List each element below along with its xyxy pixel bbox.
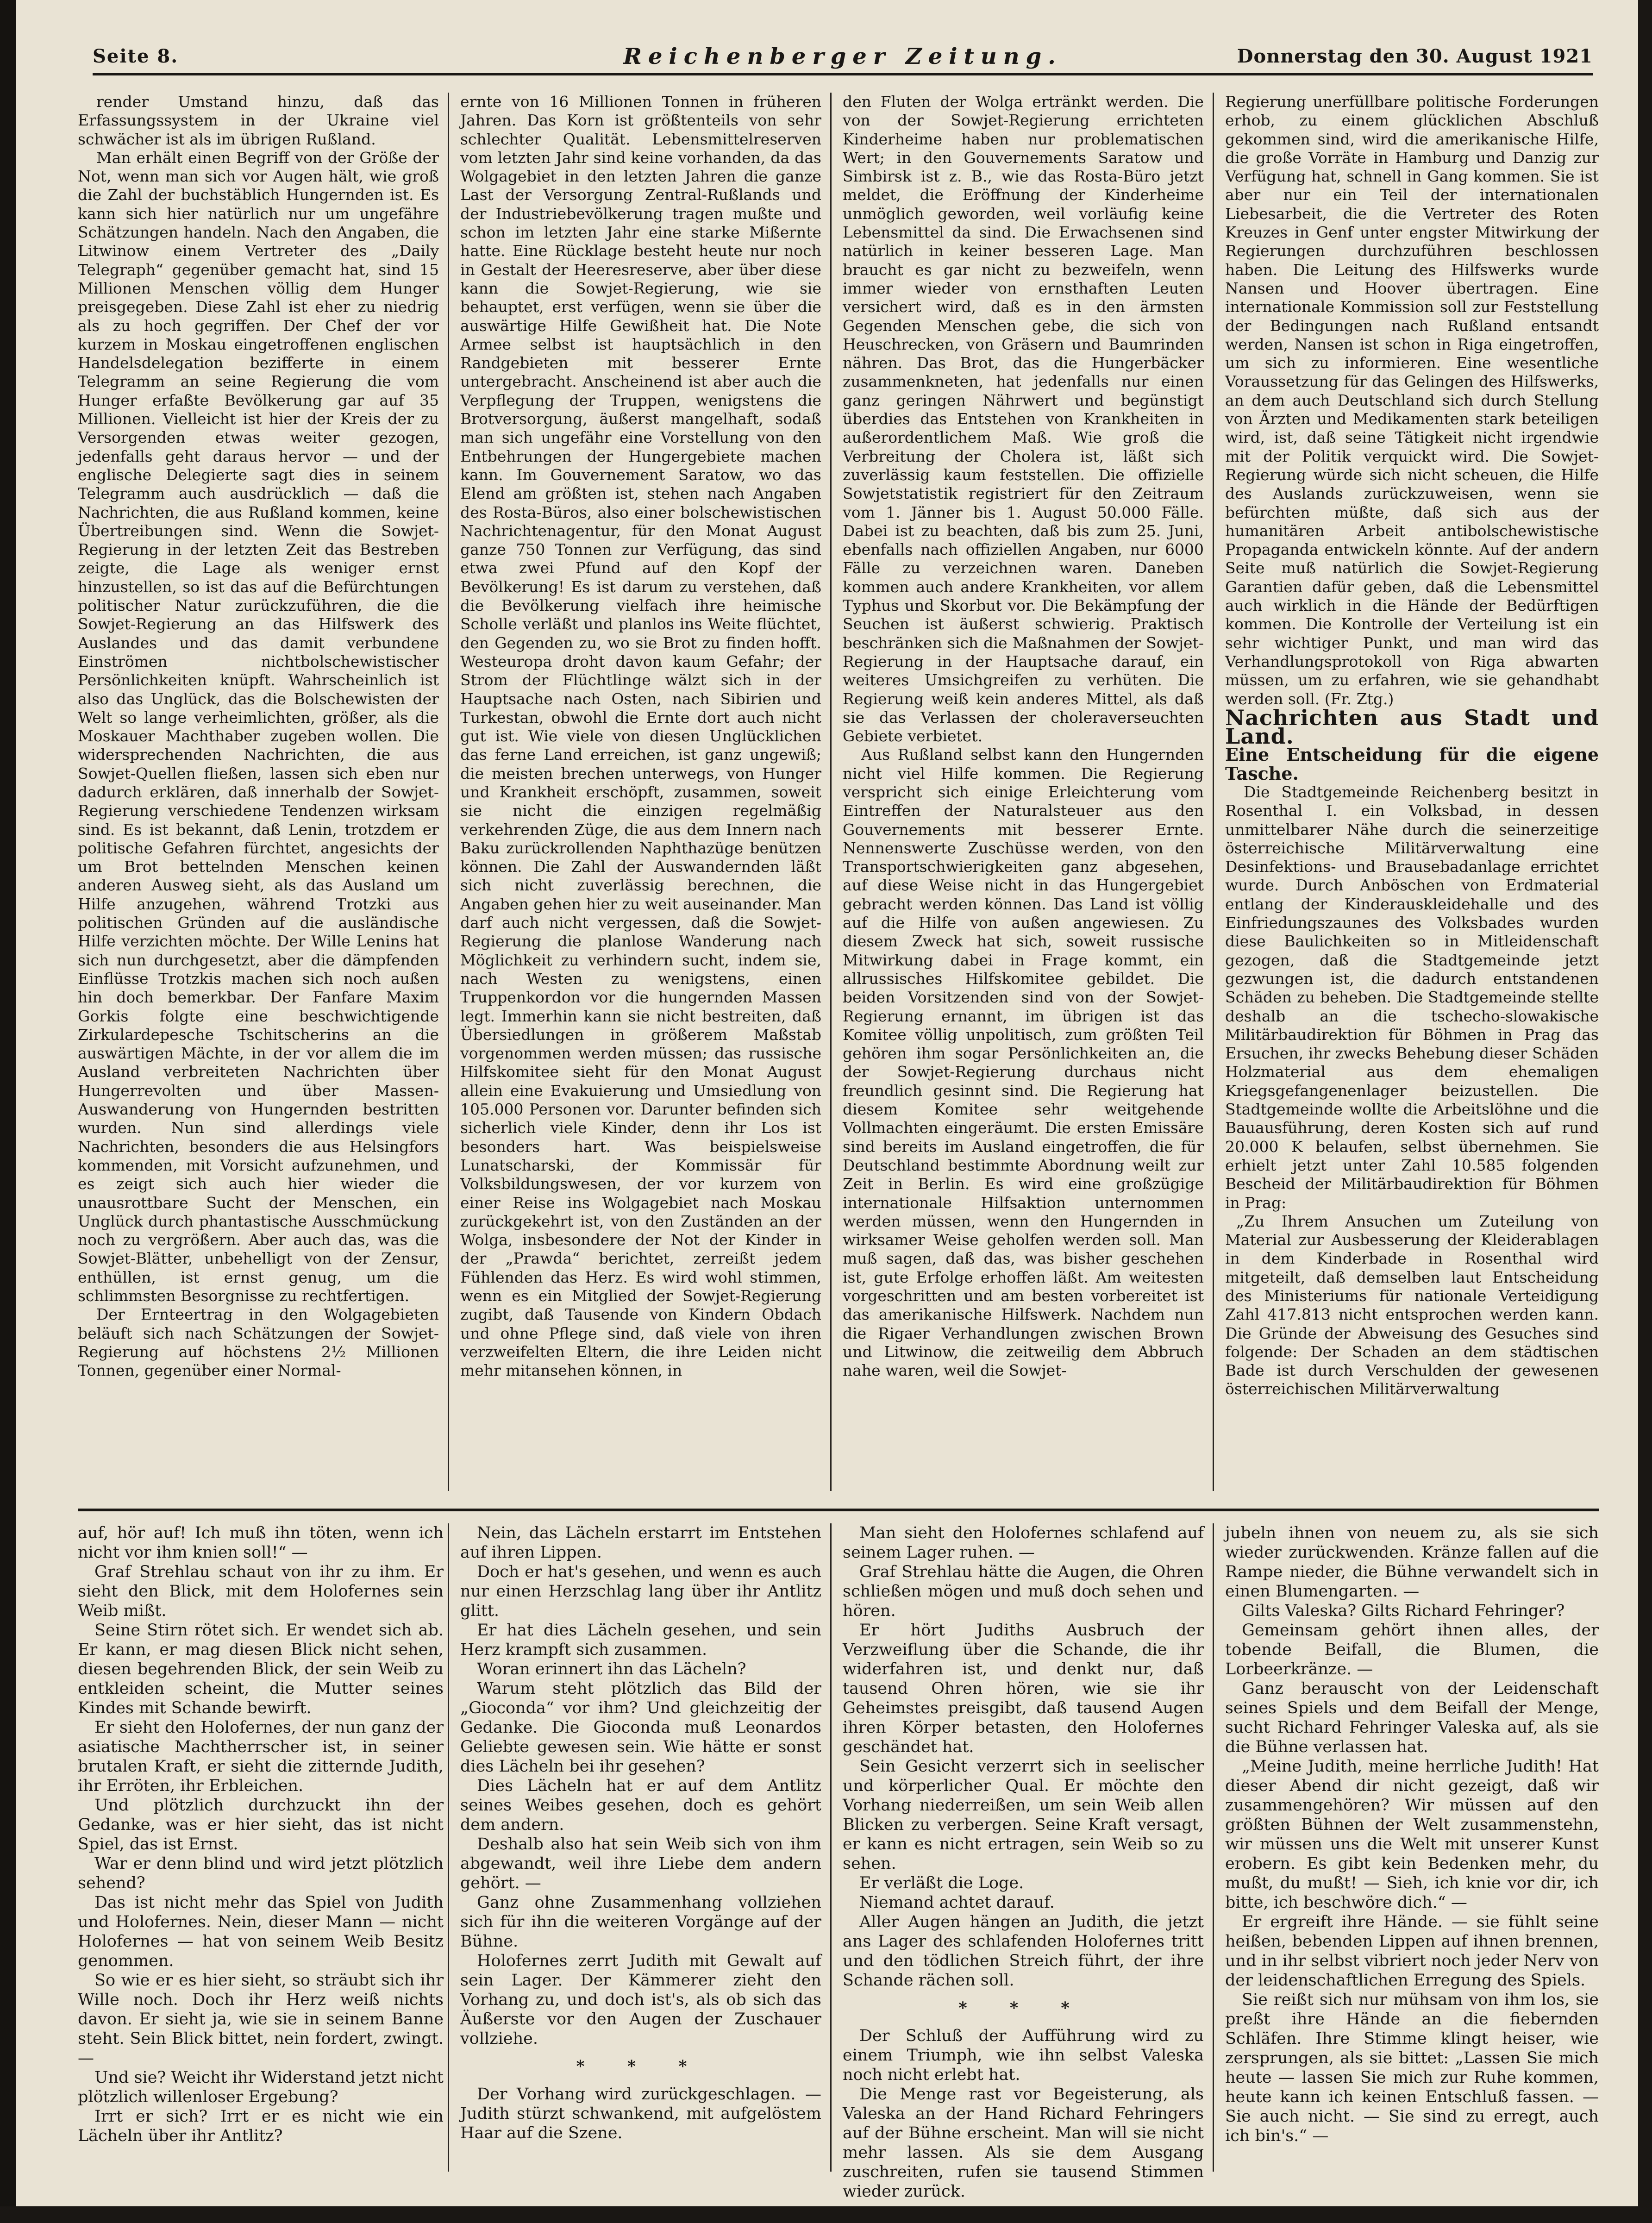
paragraph: Graf Strehlau hätte die Augen, die Ohren schließen mögen und muß doch sehen und hören. bbox=[843, 1563, 1204, 1620]
paragraph: Graf Strehlau schaut von ihr zu ihm. Er sieht den Blick, mit dem Holofernes sein Weib mißt. bbox=[78, 1563, 444, 1620]
paragraph: Und sie? Weicht ihr Widerstand jetzt nicht plötzlich willenloser Ergebung? bbox=[78, 2068, 444, 2106]
scan-border-left bbox=[0, 0, 16, 2223]
scan-border-right bbox=[1638, 0, 1652, 2223]
paragraph: Er ergreift ihre Hände. — sie fühlt seine heißen, bebenden Lippen auf ihnen brennen, und in ihr selbst vibriert noch jeder Nerv von der leidenschaftlichen Erregung des Spiels. bbox=[1225, 1913, 1599, 1990]
paragraph: Man sieht den Holofernes schlafend auf seinem Lager ruhen. — bbox=[843, 1524, 1204, 1562]
paragraph: Dies Lächeln hat er auf dem Antlitz seines Weibes gesehen, doch es gehört dem andern. bbox=[460, 1777, 821, 1834]
paragraph: Gilts Valeska? Gilts Richard Fehringer? bbox=[1242, 1602, 1565, 1620]
article-russian-famine bbox=[78, 93, 1599, 1491]
paragraph: jubeln ihnen von neuem zu, als sie sich wieder zurückwenden. Kränze fallen auf die Rampe nieder, die Bühne verwandelt sich in einen Blumengarten. — bbox=[1225, 1524, 1599, 1601]
paragraph: den Fluten der Wolga ertränkt werden. Die von der Sowjet-Regierung errichteten Kinderheime haben nur problematischen Wert; in den Gouvernements Saratow und Simbirsk ist z. B., wie das Rosta-Büro jetzt meldet, die Eröffnung der Kinderheime unmöglich geworden, weil vorläufig keine Lebensmittel da sind. Die Erwachsenen sind natürlich in keiner besseren Lage. Man braucht es gar nicht zu bezweifeln, wenn immer wieder von ernsthaften Leuten versichert wird, daß es in den ärmsten Gegenden Menschen gebe, die sich von Heuschrecken, von Gräsern und Baumrinden nähren. Das Brot, das die Hungerbäcker zusammenkneten, hat jedenfalls nur einen ganz geringen Nährwert und begünstigt überdies das Entstehen von Krankheiten in außerordentlichem Maß. Wie groß die Verbreitung der Cholera ist, läßt sich zuverlässig kaum feststellen. Die offizielle Sowjetstatistik registriert für den Zeitraum vom 1. Jänner bis 1. August 50.000 Fälle. Dabei ist zu beachten, daß bis zum 25. Juni, ebenfalls nach offiziellen Angaben, nur 6000 Fälle zu verzeichnen waren. Daneben kommen auch andere Krankheiten, vor allem Typhus und Skorbut vor. Die Bekämpfung der Seuchen ist äußerst schwierig. Praktisch beschränken sich die Maßnahmen der Sowjet-Regierung in der Hauptsache darauf, ein weiteres Umsichgreifen zu verhüten. Die Regierung weiß kein anderes Mittel, als daß sie das Verlassen der choleraverseuchten Gebiete verbietet. bbox=[843, 93, 1204, 745]
paragraph: War er denn blind und wird jetzt plötzlich sehend? bbox=[78, 1854, 444, 1892]
novel-column-1 bbox=[78, 1523, 444, 2172]
paragraph: Seine Stirn rötet sich. Er wendet sich ab. Er kann, er mag diesen Blick nicht sehen, diesen begehrenden Blick, der sein Weib zu entkleiden scheint, die Mutter seines Kindes mit Schande bewirft. bbox=[78, 1621, 444, 1717]
paragraph: Die Stadtgemeinde Reichenberg besitzt in Rosenthal I. ein Volksbad, in dessen unmittelbarer Nähe durch die seinerzeitige österreichische Militärverwaltung eine Desinfektions- und Brausebadanlage errichtet wurde. Durch Anböschen von Erdmaterial entlang der Kinderauskleidehalle und des Einfriedungszaunes des Volksbades wurden diese Baulichkeiten so in Mitleidenschaft gezogen, daß die Stadtgemeinde jetzt gezwungen ist, die dadurch entstandenen Schäden zu beheben. Die Stadtgemeinde stellte deshalb an die tschecho-slowakische Militärbaudirektion für Böhmen in Prag das Ersuchen, ihr zwecks Behebung dieser Schäden Holzmaterial aus dem ehemaligen Kriegsgefangenenlager beizustellen. Die Stadtgemeinde wollte die Arbeitslöhne und die Bauausführung, deren Kosten sich auf rund 20.000 K belaufen, selbst übernehmen. Sie erhielt jetzt unter Zahl 10.585 folgenden Bescheid der Militärbaudirektion für Böhmen in Prag: bbox=[1225, 783, 1599, 1212]
feuilleton-divider bbox=[78, 1509, 1599, 1511]
paragraph: Das ist nicht mehr das Spiel von Judith und Holofernes. Nein, dieser Mann — nicht Holofernes — hat von seinem Weib Besitz genommen. bbox=[78, 1893, 444, 1970]
paragraph: Er verläßt die Loge. bbox=[859, 1874, 1024, 1892]
paragraph: Warum steht plötzlich das Bild der „Gioconda“ vor ihm? Und gleichzeitig der Gedanke. Die Gioconda muß Leonardos Geliebte gewesen sein. Wie hätte er sonst dies Lächeln bei ihr gesehen? bbox=[460, 1679, 821, 1776]
paragraph: Man erhält einen Begriff von der Größe der Not, wenn man sich vor Augen hält, wie groß die Zahl der buchstäblich Hungernden ist. Es kann sich hier natürlich nur um ungefähre Schätzungen handeln. Nach den Angaben, die Litwinow einem Vertreter des „Daily Telegraph“ gegenüber gemacht hat, sind 15 Millionen Menschen völlig dem Hunger preisgegeben. Diese Zahl ist eher zu niedrig als zu hoch gegriffen. Der Chef der vor kurzem in Moskau eingetroffenen englischen Handelsdelegation bezifferte in einem Telegramm an seine Regierung die vom Hunger erfaßte Bevölkerung gar auf 35 Millionen. Vielleicht ist hier der Kreis der zu Versorgenden etwas weiter gezogen, jedenfalls geht daraus hervor — und der englische Delegierte sagt dies in seinem Telegramm auch ausdrücklich — daß die Nachrichten, die aus Rußland kommen, keine Übertreibungen sind. Wenn die Sowjet-Regierung in der letzten Zeit das Bestreben zeigte, die Lage als weniger ernst hinzustellen, so ist das auf die Befürchtungen politischer Natur zurückzuführen, die die Sowjet-Regierung an das Hilfswerk des Auslandes und das damit verbundene Einströmen nichtbolschewistischer Persönlichkeiten knüpft. Wahrscheinlich ist also das Unglück, das die Bolschewisten der Welt so lange verheimlichten, größer, als die Moskauer Machthaber zugeben wollen. Die widersprechenden Nachrichten, die aus Sowjet-Quellen fließen, lassen sich eben nur dadurch erklären, daß innerhalb der Sowjet-Regierung verschiedene Tendenzen wirksam sind. Es ist bekannt, daß Lenin, trotzdem er politische Gefahren fürchtet, angesichts der um Brot bettelnden Menschen keinen anderen Ausweg sieht, als das Ausland um Hilfe anzugehen, während Trotzki aus politischen Gründen auf die ausländische Hilfe verzichten möchte. Der Wille Lenins hat sich nun durchgesetzt, aber die dämpfenden Einflüsse Trotzkis machen sich noch außen hin doch bemerkbar. Der Fanfare Maxim Gorkis folgte eine beschwichtigende Zirkulardepesche Tschitscherins an die auswärtigen Mächte, in der vor allem die im Ausland verbreiteten Nachrichten über Hungerrevolten und über Massen-Auswanderung von Hungernden bestritten wurden. Nun sind allerdings viele Nachrichten, besonders die aus Helsingfors kommenden, mit Vorsicht aufzunehmen, und es zeigt sich auch hier wieder die unausrottbare Sucht der Menschen, ein Unglück durch phantastische Ausschmückung noch zu vergrößern. Aber auch das, was die Sowjet-Blätter, unbehelligt von der Zensur, enthüllen, ist ernst genug, um die schlimmsten Besorgnisse zu rechtfertigen. bbox=[78, 148, 439, 1305]
paragraph: Der Vorhang wird zurückgeschlagen. — Judith stürzt schwankend, mit aufgelöstem Haar auf die Szene. bbox=[460, 2085, 821, 2142]
novel-column-2 bbox=[460, 1523, 821, 2172]
paragraph: Regierung unerfüllbare politische Forderungen erhob, zu einem glücklichen Abschluß gekommen sind, wird die amerikanische Hilfe, die große Vorräte in Hamburg und Danzig zur Verfügung hat, schnell in Gang kommen. Sie ist aber nur ein Teil der internationalen Liebesarbeit, die die Vertreter des Roten Kreuzes in Genf unter engster Mitwirkung der Regierungen durchzuführen beschlossen haben. Die Leitung des Hilfswerks wurde Nansen und Hoover übertragen. Eine internationale Kommission soll zur Feststellung der Bedingungen nach Rußland entsandt werden, Nansen ist schon in Riga eingetroffen, um sich zu informieren. Eine wesentliche Voraussetzung für das Gelingen des Hilfswerks, an dem auch Deutschland sich durch Stellung von Ärzten und Medikamenten stark beteiligen wird, ist, daß seine Tätigkeit nicht irgendwie mit der Politik verquickt wird. Die Sowjet-Regierung würde sich nicht scheuen, die Hilfe des Auslands zurückzuweisen, wenn sie befürchten müßte, daß sich aus der humanitären Arbeit antibolschewistische Propaganda entwickeln könnte. Auf der andern Seite muß natürlich die Sowjet-Regierung Garantien dafür geben, daß die Lebensmittel auch wirklich in die Hände der Bedürftigen kommen. Die Kontrolle der Verteilung ist ein sehr wichtiger Punkt, und man wird das Verhandlungsprotokoll von Riga abwarten müssen, um zu erfahren, wie sie gehandhabt werden soll. (Fr. Ztg.) bbox=[1225, 93, 1599, 708]
paragraph: Deshalb also hat sein Weib sich von ihm abgewandt, weil ihre Liebe dem andern gehört. — bbox=[460, 1835, 821, 1892]
paragraph: Er hört Judiths Ausbruch der Verzweiflung über die Schande, die ihr widerfahren ist, und denkt nur, daß tausend Ohren hören, wie sie ihr Geheimstes preisgibt, daß tausend Augen ihren Körper betasten, den Holofernes geschändet hat. bbox=[843, 1621, 1204, 1756]
paragraph: ernte von 16 Millionen Tonnen in früheren Jahren. Das Korn ist größtenteils von sehr schlechter Qualität. Lebensmittelreserven vom letzten Jahr sind keine vorhanden, da das Wolgagebiet in den letzten Jahren die ganze Last der Versorgung Zentral-Rußlands und der Industriebevölkerung tragen mußte und schon im letzten Jahr eine starke Mißernte hatte. Eine Rücklage besteht heute nur noch in Gestalt der Heeresreserve, aber über diese kann die Sowjet-Regierung, wie sie behauptet, erst verfügen, wenn sie über die auswärtige Hilfe Gewißheit hat. Die Note Armee selbst ist hauptsächlich in den Randgebieten mit besserer Ernte untergebracht. Anscheinend ist aber auch die Verpflegung der Truppen, wenigstens die Brotversorgung, äußerst mangelhaft, sodaß man sich ungefähr eine Vorstellung von den Entbehrungen der Hungergebiete machen kann. Im Gouvernement Saratow, wo das Elend am größten ist, stehen nach Angaben des Rosta-Büros, also einer bolschewistischen Nachrichtenagentur, für den Monat August ganze 750 Tonnen zur Verfügung, das sind etwa zwei Pfund auf den Kopf der Bevölkerung! Es ist darum zu verstehen, daß die Bevölkerung vielfach ihre heimische Scholle verläßt und planlos ins Weite flüchtet, den Gegenden zu, wo sie Brot zu finden hofft. Westeuropa droht davon kaum Gefahr; der Strom der Flüchtlinge wälzt sich in der Hauptsache nach Osten, nach Sibirien und Turkestan, obwohl die Ernte dort auch nicht gut ist. Wie viele von diesen Unglücklichen das ferne Land erreichen, ist ganz ungewiß; die meisten brechen unterwegs, von Hunger und Krankheit erschöpft, zusammen, soweit sie nicht die einzigen regelmäßig verkehrenden Züge, die aus dem Innern nach Baku zurückrollenden Naphthazüge benützen können. Die Zahl der Auswandernden läßt sich nicht zuverlässig berechnen, die Angaben gehen hier zu weit auseinander. Man darf auch nicht vergessen, daß die Sowjet-Regierung die planlose Wanderung nach Möglichkeit zu verhindern sucht, indem sie, nach Westen zu wenigstens, einen Truppenkordon vor die hungernden Massen legt. Immerhin kann sie nicht bestreiten, daß Übersiedlungen in größerem Maßstab vorgenommen werden müssen; das russische Hilfskomitee sieht für den Monat August allein eine Evakuierung und Umsiedlung von 105.000 Personen vor. Darunter befinden sich sicherlich viele Kinder, denn ihr Los ist besonders hart. Was beispielsweise Lunatscharski, der Kommissär für Volksbildungswesen, der vor kurzem von einer Reise ins Wolgagebiet nach Moskau zurückgekehrt ist, von den Zuständen an der Wolga, insbesondere der Not der Kinder in der „Prawda“ berichtet, zerreißt jedem Fühlenden das Herz. Es wird wohl stimmen, wenn es ein Mitglied der Sowjet-Regierung zugibt, daß Tausende von Kindern Obdach und ohne Pflege sind, daß viele von ihren verzweifelten Eltern, die ihre Leiden nicht mehr mitansehen können, in bbox=[460, 93, 821, 1380]
novel-column-3 bbox=[843, 1523, 1204, 2201]
paragraph: Sein Gesicht verzerrt sich in seelischer und körperlicher Qual. Er möchte den Vorhang niederreißen, um sein Weib allen Blicken zu verbergen. Seine Kraft versagt, er kann es nicht ertragen, sein Weib so zu sehen. bbox=[843, 1757, 1204, 1873]
paragraph: Woran erinnert ihn das Lächeln? bbox=[477, 1660, 746, 1678]
page-header bbox=[93, 43, 1593, 75]
paragraph: render Umstand hinzu, daß das Erfassungssystem in der Ukraine viel schwächer ist als im übrigen Rußland. bbox=[78, 93, 439, 148]
novel-column-4 bbox=[1225, 1523, 1599, 2172]
paragraph: Er hat dies Lächeln gesehen, und sein Herz krampft sich zusammen. bbox=[460, 1621, 821, 1659]
paragraph: Sie reißt sich nur mühsam von ihm los, sie preßt ihre Hände an die fiebernden Schläfen. Ihre Stimme klingt heiser, wie zersprungen, als sie bittet: „Lassen Sie mich heute — lassen Sie mich zur Ruhe kommen, heute kann ich keinen Entschluß fassen. — Sie auch nicht. — Sie sind zu erregt, auch ich bin's.“ — bbox=[1225, 1991, 1599, 2145]
article-column-1 bbox=[78, 93, 439, 1491]
paragraph: Er sieht den Holofernes, der nun ganz der asiatische Machtherrscher ist, in seiner brutalen Kraft, er sieht die zitternde Judith, ihr Erröten, ihr Erbleichen. bbox=[78, 1718, 444, 1795]
paragraph: Aus Rußland selbst kann den Hungernden nicht viel Hilfe kommen. Die Regierung verspricht sich einige Erleichterung vom Eintreffen der Naturalsteuer aus den Gouvernements mit besserer Ernte. Nennenswerte Zuschüsse werden, von den Transportschwierigkeiten ganz abgesehen, auf diese Weise nicht in das Hungergebiet gebracht werden können. Das Land ist völlig auf die Hilfe von außen angewiesen. Zu diesem Zweck hat sich, soweit russische Mitwirkung dabei in Frage kommt, ein allrussisches Hilfskomitee gebildet. Die beiden Vorsitzenden sind von der Sowjet-Regierung ernannt, im übrigen ist das Komitee völlig unpolitisch, zum größten Teil gehören ihm sogar Persönlichkeiten an, die der Sowjet-Regierung durchaus nicht freundlich gesinnt sind. Die Regierung hat diesem Komitee sehr weitgehende Vollmachten eingeräumt. Die ersten Emissäre sind bereits im Ausland eingetroffen, die für Deutschland bestimmte Abordnung weilt zur Zeit in Berlin. Es wird eine großzügige internationale Hilfsaktion unternommen werden müssen, wenn den Hungernden in wirksamer Weise geholfen werden soll. Man muß sagen, daß das, was bisher geschehen ist, gute Erfolge erhoffen läßt. Am weitesten vorgeschritten und am besten vorbereitet ist das amerikanische Hilfswerk. Nachdem nun die Rigaer Verhandlungen zwischen Brown und Litwinow, die zeitweilig dem Abbruch nahe waren, weil die Sowjet- bbox=[843, 745, 1204, 1380]
paragraph: Aller Augen hängen an Judith, die jetzt ans Lager des schlafenden Holofernes tritt und den tödlichen Streich führt, der ihre Schande rächen soll. bbox=[843, 1913, 1204, 1990]
paragraph: Die Menge rast vor Begeisterung, als Valeska an der Hand Richard Fehringers auf der Bühne erscheint. Man will sie nicht mehr lassen. Als sie dem Ausgang zuschreiten, rufen sie tausend Stimmen wieder zurück. bbox=[843, 2085, 1204, 2201]
article-column-3 bbox=[843, 93, 1204, 1491]
paragraph: Ganz berauscht von der Leidenschaft seines Spiels und dem Beifall der Menge, sucht Richard Fehringer Valeska auf, als sie die Bühne verlassen hat. bbox=[1225, 1679, 1599, 1756]
section-break-stars: * * * bbox=[958, 1998, 1088, 2017]
news-headline: Eine Entscheidung für die eigene Tasche. bbox=[1225, 744, 1599, 784]
paragraph: Gemeinsam gehört ihnen alles, der tobende Beifall, die Blumen, die Lorbeerkränze. — bbox=[1225, 1621, 1599, 1678]
paragraph: „Meine Judith, meine herrliche Judith! Hat dieser Abend dir nicht gezeigt, daß wir zusammengehören? Wir müssen auf den größten Bühnen der Welt zusammenstehn, wir müssen uns die Welt mit unserer Kunst erobern. Es gibt kein Bedenken mehr, du mußt, du mußt! — Sieh, ich knie vor dir, ich bitte, ich beschwöre dich.“ — bbox=[1225, 1757, 1599, 1912]
page-number: Seite 8. bbox=[93, 45, 179, 67]
paragraph: Und plötzlich durchzuckt ihn der Gedanke, was er hier sieht, das ist nicht Spiel, das ist Ernst. bbox=[78, 1796, 444, 1854]
paragraph: auf, hör auf! Ich muß ihn töten, wenn ich nicht vor ihm knien soll!“ — bbox=[78, 1524, 444, 1562]
scan-border-bottom bbox=[0, 2206, 1652, 2223]
feuilleton-novel bbox=[78, 1523, 1599, 2201]
quoted-decision bbox=[1225, 1212, 1599, 1399]
paragraph: „Zu Ihrem Ansuchen um Zuteilung von Material zur Ausbesserung der Kleiderablagen in dem Kinderbade in Rosenthal wird mitgeteilt, daß demselben laut Entscheidung des Ministeriums für nationale Verteidigung Zahl 417.813 nicht entsprochen werden kann. Die Gründe der Abweisung des Gesuches sind folgende: Der Schaden an dem städtischen Bade ist durch Verschulden der gewesenen österreichischen Militärverwaltung bbox=[1225, 1212, 1599, 1398]
section-heading: Nachrichten aus Stadt und Land. bbox=[1225, 705, 1599, 749]
paragraph: Irrt er sich? Irrt er es nicht wie ein Lächeln über ihr Antlitz? bbox=[78, 2107, 444, 2145]
issue-date: Donnerstag den 30. August 1921 bbox=[1237, 45, 1593, 67]
paragraph: Ganz ohne Zusammenhang vollziehen sich für ihn die weiteren Vorgänge auf der Bühne. bbox=[460, 1893, 821, 1951]
paragraph: Der Ernteertrag in den Wolgagebieten beläuft sich nach Schätzungen der Sowjet-Regierung auf höchstens 2½ Millionen Tonnen, gegenüber einer Normal- bbox=[78, 1305, 439, 1380]
newspaper-title: Reichenberger Zeitung. bbox=[623, 44, 1062, 69]
paragraph: Der Schluß der Aufführung wird zu einem Triumph, wie ihn selbst Valeska noch nicht erlebt hat. bbox=[843, 2027, 1204, 2084]
paragraph: So wie er es hier sieht, so sträubt sich ihr Wille noch. Doch ihr Herz weiß nichts davon. Er sieht ja, wie sie in seinem Banne steht. Sein Blick bittet, nein fordert, zwingt. — bbox=[78, 1971, 444, 2067]
paragraph: Niemand achtet darauf. bbox=[859, 1893, 1055, 1912]
article-column-4 bbox=[1225, 93, 1599, 1491]
paragraph: Holofernes zerrt Judith mit Gewalt auf sein Lager. Der Kämmerer zieht den Vorhang zu, und doch ist's, als ob sich das Äußerste vor den Augen der Zuschauer vollziehe. bbox=[460, 1952, 821, 2048]
paragraph: Doch er hat's gesehen, und wenn es auch nur einen Herzschlag lang über ihr Antlitz glitt. bbox=[460, 1563, 821, 1620]
section-break-stars: * * * bbox=[576, 2057, 706, 2076]
article-column-2 bbox=[460, 93, 821, 1491]
paragraph: Nein, das Lächeln erstarrt im Entstehen auf ihren Lippen. bbox=[460, 1524, 821, 1562]
